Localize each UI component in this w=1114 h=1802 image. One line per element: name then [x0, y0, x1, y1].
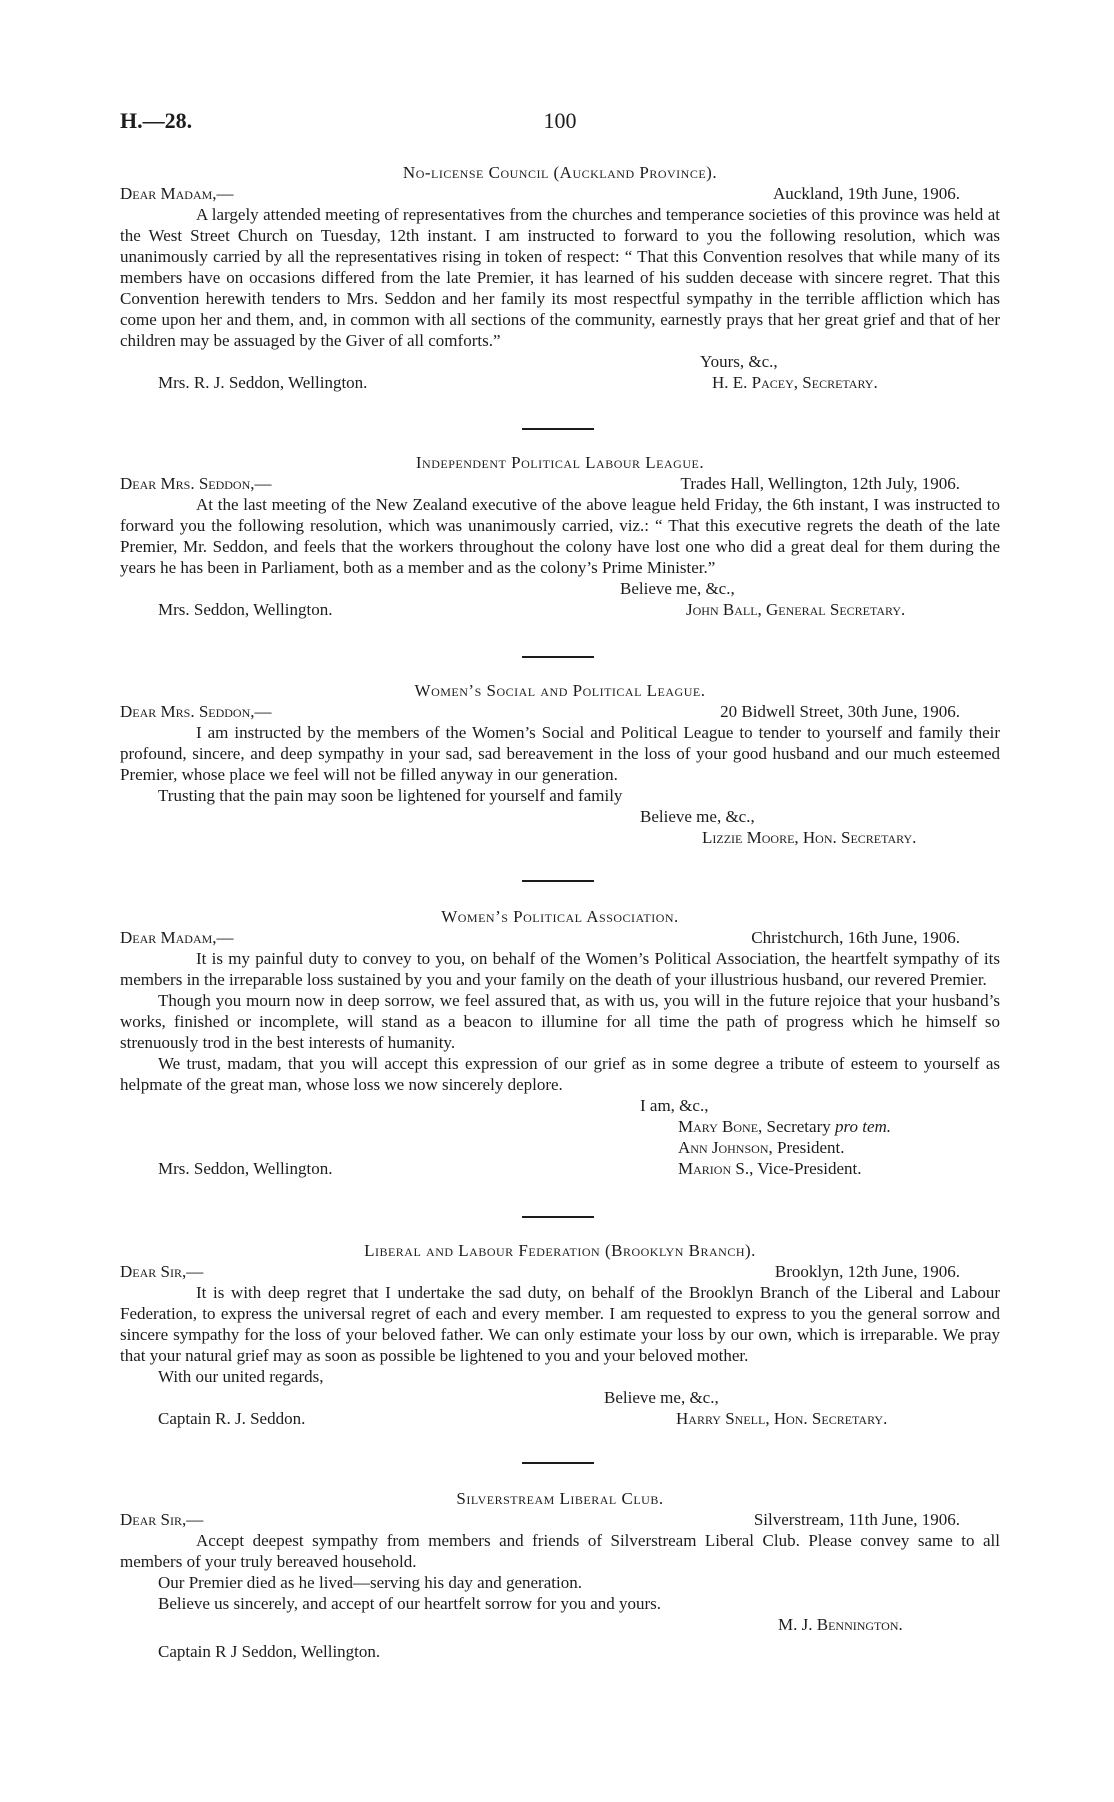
letter-heading: Silverstream Liberal Club.: [456, 1489, 664, 1508]
signatory-role: Secretary: [766, 1117, 831, 1136]
letter-no-license-council: [120, 162, 1000, 393]
letter-paragraph: With our united regards,: [158, 1367, 324, 1386]
letter-paragraph: Believe us sincerely, and accept of our heartfelt sorrow for you and yours.: [158, 1594, 662, 1613]
signature-line: Mary Bone, Secretary pro tem.: [678, 1117, 892, 1136]
closing: Believe me, &c.,: [640, 807, 755, 826]
letter-independent-political-labour-league: [120, 452, 1000, 620]
letter-paragraph: It is with deep regret that I undertake the sad duty, on behalf of the Brooklyn Branch of the Liberal and Labour Federation, to express the universal regret of each and every member. I am requested to express to you the general sorrow and sincere sympathy for the loss of your beloved father. We can only estimate your loss by our own, which is irreparable. We pray that your natural grief may as soon as possible be lightened to you and your beloved mother.: [120, 1283, 1000, 1365]
letter-paragraph: Our Premier died as he lived—serving his day and generation.: [158, 1573, 582, 1592]
letter-womens-social-political-league: [120, 680, 1000, 848]
section-divider: [522, 656, 594, 658]
closing: I am, &c.,: [640, 1096, 709, 1115]
signature: H. E. Pacey, Secretary.: [712, 373, 878, 392]
page-number: 100: [543, 108, 577, 133]
salutation: Dear Madam,—: [120, 184, 234, 203]
letter-heading: Women’s Social and Political League.: [414, 681, 706, 700]
place-date: Trades Hall, Wellington, 12th July, 1906.: [680, 474, 960, 493]
closing: Yours, &c.,: [700, 352, 778, 371]
letter-silverstream-liberal-club: [120, 1488, 1000, 1662]
section-divider: [522, 1462, 594, 1464]
salutation: Dear Mrs. Seddon,—: [120, 474, 272, 493]
section-divider: [522, 428, 594, 430]
letter-paragraph: Accept deepest sympathy from members and friends of Silverstream Liberal Club. Please convey same to all members of your truly bereaved household.: [120, 1531, 1000, 1571]
letter-heading: Women’s Political Association.: [441, 907, 679, 926]
signatory-role-italic: pro tem.: [834, 1117, 892, 1136]
letter-womens-political-association: [120, 906, 1000, 1179]
salutation: Dear Madam,—: [120, 928, 234, 947]
signatory-role: President.: [776, 1138, 845, 1157]
page-header: [120, 108, 1000, 138]
signature: M. J. Bennington.: [778, 1615, 903, 1634]
signature-line: Ann Johnson, President.: [678, 1138, 845, 1157]
letter-paragraph: It is my painful duty to convey to you, on behalf of the Women’s Political Association, the heartfelt sympathy of its members in the irreparable loss sustained by you and your family on the death of your illustrious husband, our revered Premier.: [120, 949, 1000, 989]
document-reference: H.—28.: [120, 108, 193, 133]
letter-heading: No-license Council (Auckland Province).: [402, 163, 718, 182]
letter-heading: Liberal and Labour Federation (Brooklyn Branch).: [364, 1241, 756, 1260]
signature: Harry Snell, Hon. Secretary.: [676, 1409, 888, 1428]
salutation-row: [120, 183, 1000, 204]
addressee: Mrs. R. J. Seddon, Wellington.: [158, 373, 368, 392]
place-date: Christchurch, 16th June, 1906.: [751, 928, 960, 947]
letter-paragraph: A largely attended meeting of representatives from the churches and temperance societies of this province was held at the West Street Church on Tuesday, 12th instant. I am instructed to forward to you the following resolution, which was unanimously carried by all the representatives rising in token of respect: “ That this Convention resolves that while many of its members have on occasions differed from the late Premier, it has learned of his sudden decease with sincere regret. That this Convention herewith tenders to Mrs. Seddon and her family its most respectful sympathy in the terrible affliction which has come upon her and them, and, in common with all sections of the community, earnestly prays that her great grief and that of her children may be assuaged by the Giver of all comforts.”: [120, 205, 1000, 350]
signatory-name: Marion S.: [678, 1159, 750, 1178]
salutation: Dear Sir,—: [120, 1510, 204, 1529]
section-divider: [522, 880, 594, 882]
letter-paragraph: We trust, madam, that you will accept this expression of our grief as in some degree a tribute of esteem to yourself as helpmate of the great man, whose loss we now sincerely deplore.: [120, 1054, 1000, 1094]
letter-heading: Independent Political Labour League.: [415, 453, 705, 472]
salutation: Dear Mrs. Seddon,—: [120, 702, 272, 721]
closing: Believe me, &c.,: [620, 579, 735, 598]
place-date: Brooklyn, 12th June, 1906.: [774, 1262, 960, 1281]
signature-line: Marion S., Vice-President.: [678, 1159, 862, 1178]
signature: Lizzie Moore, Hon. Secretary.: [702, 828, 917, 847]
letter-paragraph: Trusting that the pain may soon be lightened for yourself and family: [158, 786, 623, 805]
place-date: Auckland, 19th June, 1906.: [773, 184, 960, 203]
closing: Believe me, &c.,: [604, 1388, 719, 1407]
place-date: Silverstream, 11th June, 1906.: [753, 1510, 960, 1529]
addressee: Captain R J Seddon, Wellington.: [158, 1642, 381, 1661]
addressee: Captain R. J. Seddon.: [158, 1409, 306, 1428]
signatory-name: Ann Johnson: [678, 1138, 769, 1157]
addressee: Mrs. Seddon, Wellington.: [158, 600, 333, 619]
signatory-name: Mary Bone: [678, 1117, 759, 1136]
salutation: Dear Sir,—: [120, 1262, 204, 1281]
letter-liberal-labour-federation: [120, 1240, 1000, 1429]
letter-paragraph: Though you mourn now in deep sorrow, we feel assured that, as with us, you will in the future rejoice that your husband’s works, finished or incomplete, will stand as a beacon to illumine for all time the path of progress which he himself so strenuously trod in the best interests of humanity.: [120, 991, 1000, 1052]
signatory-role: Vice-President.: [757, 1159, 862, 1178]
letter-paragraph: At the last meeting of the New Zealand executive of the above league held Friday, the 6th instant, I was instructed to forward you the following resolution, which was unanimously carried, viz.: “ That this executive regrets the death of the late Premier, Mr. Seddon, and feels that the workers throughout the colony have lost one who did a great deal for them during the years he has been in Parliament, both as a member and as the colony’s Prime Minister.”: [120, 495, 1000, 577]
letter-paragraph: I am instructed by the members of the Women’s Social and Political League to tender to yourself and family their profound, sincere, and deep sympathy in your sad, sad bereavement in the loss of your good husband and our much esteemed Premier, whose place we feel will not be filled anyway in our generation.: [120, 723, 1000, 784]
addressee: Mrs. Seddon, Wellington.: [158, 1159, 333, 1178]
place-date: 20 Bidwell Street, 30th June, 1906.: [720, 702, 960, 721]
section-divider: [522, 1216, 594, 1218]
signature: John Ball, General Secretary.: [686, 600, 906, 619]
